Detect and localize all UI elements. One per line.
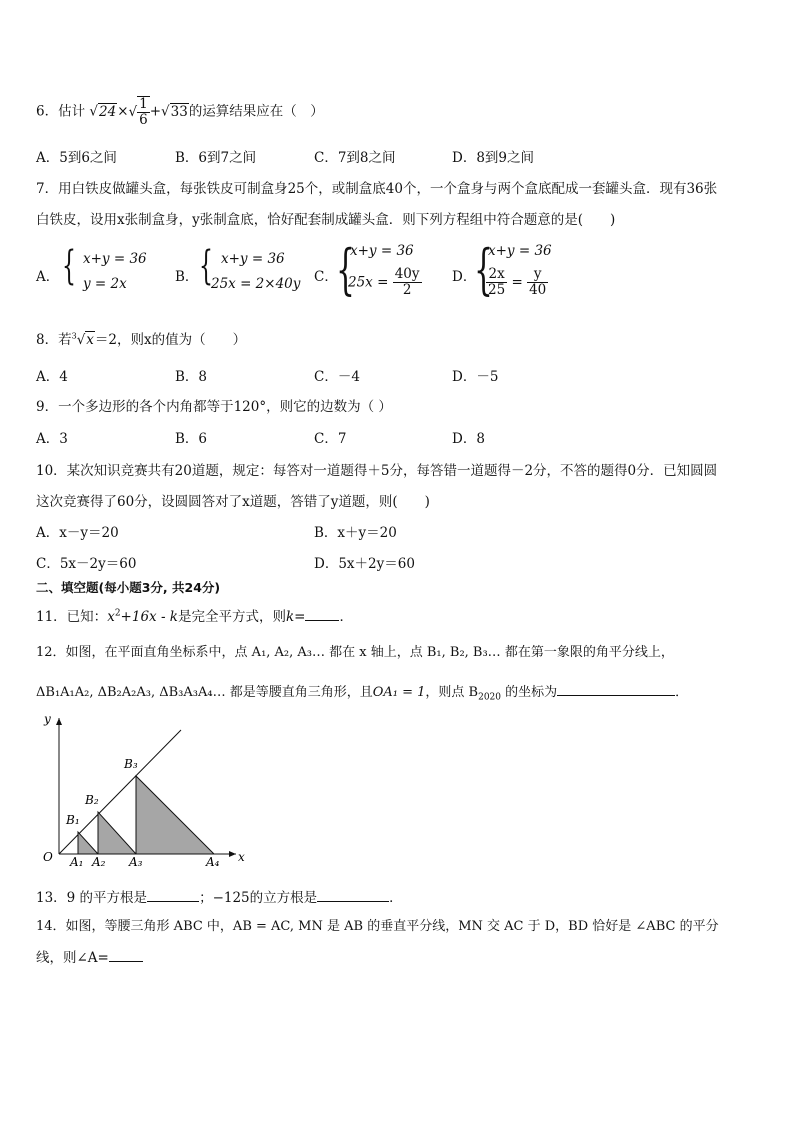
x-label: x (238, 850, 245, 864)
q6-frac (137, 96, 150, 128)
q13-part1: 13．9 的平方根是 (36, 890, 148, 906)
q7-option-c-eq2 (348, 267, 422, 298)
label-a1: A₁ (70, 855, 84, 869)
q12-line1: 12．如图，在平面直角坐标系中，点 A₁, A₂, A₃… 都在 x 轴上，点 B₁, B₂, B₃… 都在第一象限的角平分线上， (36, 645, 674, 660)
q7-option-d-equals: = (511, 274, 523, 291)
q7-option-d-frac2 (527, 267, 548, 298)
q7-option-d-num2: y (527, 267, 548, 283)
q6-prefix: 6．估计 (36, 103, 86, 120)
q6-rad1: 24 (99, 103, 117, 120)
q12-oa: OA₁ = 1 (372, 685, 426, 700)
q6-times: × (117, 103, 129, 120)
q7-option-b-label[interactable]: B． (175, 269, 199, 285)
q11-mid: 是完全平方式，则 (177, 609, 286, 625)
q6-option-a[interactable]: A．5到6之间 (36, 150, 117, 166)
q11-prefix: 11．已知： (36, 609, 108, 625)
q7-option-c-label[interactable]: C． (314, 269, 338, 285)
label-b1: B₁ (66, 813, 80, 827)
q7-option-a-eq2: y = 2x (83, 276, 127, 292)
q12-line2-part3: 的坐标为 (501, 685, 558, 700)
y-axis-arrow-icon (56, 718, 62, 725)
q7-option-d-eq1: x+y = 36 (488, 243, 552, 259)
y-label: y (44, 712, 51, 726)
q11-answer-blank[interactable] (305, 606, 339, 621)
label-a3: A₃ (129, 855, 143, 869)
triangle-b1a1a2 (78, 832, 98, 854)
q11-expr-rest: +16x - k (120, 609, 178, 625)
q10-option-c[interactable]: C．5x－2y＝60 (36, 556, 137, 572)
q8-stem: 8．若$^3$√x＝2，则x的值为（ ） (36, 331, 247, 348)
q6-sqrt-33: √33 (161, 103, 188, 120)
q9-option-a[interactable]: A．3 (36, 431, 68, 447)
q12-line2 (36, 681, 688, 703)
q12-sub: 2020 (478, 692, 501, 703)
q6-option-d[interactable]: D．8到9之间 (452, 150, 535, 166)
q10-line1: 10．某次知识竞赛共有20道题，规定：每答对一道题得＋5分，每答错一道题得－2分，不答的题得0分．已知圆圆 (36, 463, 718, 479)
q8-option-d[interactable]: D．－5 (452, 369, 499, 385)
q12-figure (36, 708, 246, 870)
q13-stem (36, 886, 403, 906)
triangle-b3a3a4 (136, 776, 214, 854)
q6-stem (36, 96, 324, 128)
label-a2: A₂ (92, 855, 106, 869)
q7-option-d-frac1 (486, 267, 507, 298)
q6-frac-den: 6 (139, 112, 148, 128)
q7-line1: 7．用白铁皮做罐头盒，每张铁皮可制盒身25个，或制盒底40个，一个盒身与两个盒底配成一套罐头盒．现有36张 (36, 181, 718, 197)
q9-stem: 9．一个多边形的各个内角都等于120°，则它的边数为（ ） (36, 399, 392, 415)
q11-stem (36, 605, 353, 625)
q6-option-b[interactable]: B．6到7之间 (175, 150, 257, 166)
q7-option-c-frac (393, 267, 422, 298)
q11-period: ． (339, 609, 353, 625)
q7-option-c-num: 40y (394, 266, 420, 282)
q10-option-a[interactable]: A．x－y＝20 (36, 525, 119, 541)
q6-frac-num: 1 (139, 96, 148, 112)
q7-option-a-label[interactable]: A． (36, 269, 60, 285)
q6-sqrt-frac: √ $\frac{1}{6}$ (128, 96, 148, 128)
q14-answer-blank[interactable] (109, 947, 143, 962)
origin-label: O (43, 850, 53, 864)
q8-option-a[interactable]: A．4 (36, 369, 68, 385)
q8-suffix: ＝2，则x的值为（ ） (94, 332, 247, 348)
q14-line2-text: 线，则∠A= (36, 950, 109, 966)
q12-line2-part2: ，则点 B (425, 685, 479, 700)
q13-part5: ． (389, 890, 403, 906)
q10-option-b[interactable]: B．x＋y＝20 (314, 525, 397, 541)
q7-option-b-brace: { (199, 243, 213, 289)
q7-option-a-eq1: x+y = 36 (83, 251, 147, 267)
section-heading: 二、填空题(每小题3分, 共24分) (36, 580, 221, 595)
q13-blank2[interactable] (317, 887, 389, 902)
q7-option-c-den: 2 (402, 282, 412, 298)
q12-answer-blank[interactable] (557, 681, 675, 696)
q11-k: k (285, 609, 295, 625)
label-b2: B₂ (85, 793, 99, 807)
q11-expr-sup: 2 (114, 608, 121, 619)
q7-option-c-eq1: x+y = 36 (350, 243, 414, 259)
q7-option-c-brace: { (336, 238, 355, 301)
q6-option-c[interactable]: C．7到8之间 (314, 150, 396, 166)
q7-option-d-eq2 (486, 267, 548, 298)
q11-expr-x: x (107, 609, 115, 625)
q7-option-d-brace: { (474, 238, 493, 301)
q7-option-d-den1: 25 (488, 282, 506, 298)
q7-line2: 白铁皮，设用x张制盒身，y张制盒底，恰好配套制成罐头盒．则下列方程组中符合题意的是( ) (36, 212, 616, 228)
q13-part3: −125 (212, 890, 250, 906)
q12-line2-end: ． (675, 685, 689, 700)
q7-option-d-label[interactable]: D． (452, 269, 477, 285)
q6-suffix: 的运算结果应在（ ） (188, 103, 324, 120)
q14-line2 (36, 946, 143, 966)
q9-option-b[interactable]: B．6 (175, 431, 208, 447)
q7-option-a-brace: { (62, 243, 76, 289)
q7-option-d-den2: 40 (529, 282, 547, 298)
q7-option-b-eq2: 25x = 2×40y (211, 276, 301, 292)
q8-option-b[interactable]: B．8 (175, 369, 208, 385)
q11-suffix: = (294, 609, 306, 625)
q13-part4: 的立方根是 (249, 890, 318, 906)
q8-option-c[interactable]: C．－4 (314, 369, 360, 385)
q6-plus: + (149, 103, 162, 120)
q8-radicand: x (86, 332, 94, 348)
q13-blank1[interactable] (147, 887, 199, 902)
q12-line2-part1: ΔB₁A₁A₂, ΔB₂A₂A₃, ΔB₃A₃A₄… 都是等腰直角三角形，且 (36, 685, 373, 700)
q7-option-c-eq2-left: 25x = (348, 274, 389, 291)
q6-rad2: 33 (170, 103, 188, 120)
q9-option-d[interactable]: D．8 (452, 431, 485, 447)
q7-option-d-num1: 2x (486, 267, 507, 283)
q8-root-index: 3 (71, 331, 77, 341)
q6-sqrt-24: √24 (89, 103, 117, 120)
q10-option-d[interactable]: D．5x＋2y＝60 (314, 556, 415, 572)
q7-option-b-eq1: x+y = 36 (221, 251, 285, 267)
label-b3: B₃ (124, 757, 138, 771)
q14-line1: 14．如图，等腰三角形 ABC 中，AB = AC, MN 是 AB 的垂直平分线，MN 交 AC 于 D，BD 恰好是 ∠ABC 的平分 (36, 919, 719, 934)
triangle-b2a2a3 (98, 812, 136, 854)
q10-line2: 这次竞赛得了60分，设圆圆答对了x道题，答错了y道题，则( ) (36, 494, 430, 510)
x-axis-arrow-icon (229, 851, 236, 857)
q9-option-c[interactable]: C．7 (314, 431, 347, 447)
q13-part2: ； (199, 890, 213, 906)
label-a4: A₄ (206, 855, 220, 869)
q8-prefix: 8．若 (36, 332, 72, 348)
